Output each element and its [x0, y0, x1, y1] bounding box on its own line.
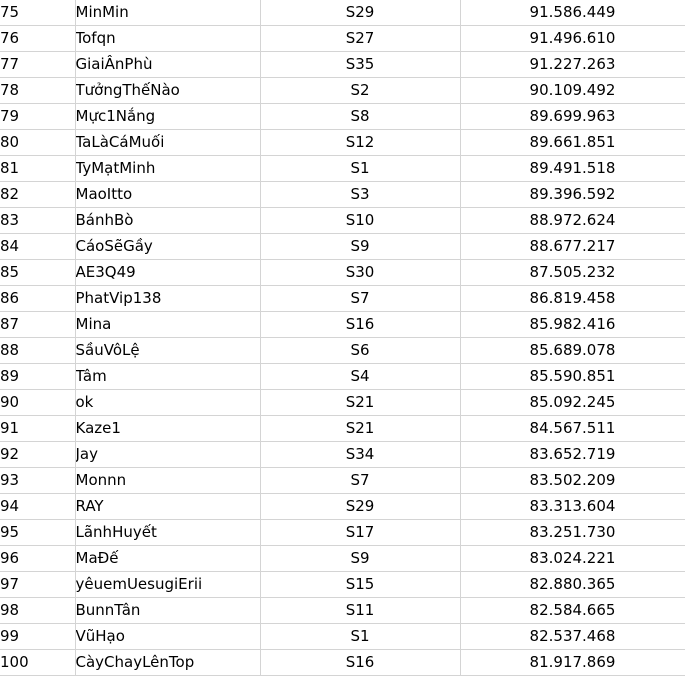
score-cell[interactable]: 90.109.492	[460, 78, 685, 104]
rank-cell[interactable]: 95	[0, 520, 75, 546]
server-cell[interactable]: S4	[260, 364, 460, 390]
player-name-cell[interactable]: yêuemUesugiErii	[75, 572, 260, 598]
player-name-cell[interactable]: PhatVip138	[75, 286, 260, 312]
table-row	[0, 364, 685, 390]
score-cell[interactable]: 85.590.851	[460, 364, 685, 390]
score-cell[interactable]: 82.880.365	[460, 572, 685, 598]
server-cell[interactable]: S12	[260, 130, 460, 156]
rank-cell[interactable]: 79	[0, 104, 75, 130]
player-name-cell[interactable]: GiaiÂnPhù	[75, 52, 260, 78]
rank-cell[interactable]: 81	[0, 156, 75, 182]
player-name-cell[interactable]: RAY	[75, 494, 260, 520]
table-row	[0, 494, 685, 520]
rank-cell[interactable]: 76	[0, 26, 75, 52]
player-name-cell[interactable]: TưởngThếNào	[75, 78, 260, 104]
score-cell[interactable]: 85.689.078	[460, 338, 685, 364]
rank-cell[interactable]: 96	[0, 546, 75, 572]
score-cell[interactable]: 91.586.449	[460, 0, 685, 26]
player-name-cell[interactable]: TyMạtMinh	[75, 156, 260, 182]
rank-cell[interactable]: 90	[0, 390, 75, 416]
rank-cell[interactable]: 80	[0, 130, 75, 156]
rank-cell[interactable]: 85	[0, 260, 75, 286]
table-row	[0, 442, 685, 468]
rank-cell[interactable]: 99	[0, 624, 75, 650]
rank-cell[interactable]: 82	[0, 182, 75, 208]
rank-cell[interactable]: 88	[0, 338, 75, 364]
server-cell[interactable]: S30	[260, 260, 460, 286]
score-cell[interactable]: 83.313.604	[460, 494, 685, 520]
table-row	[0, 286, 685, 312]
server-cell[interactable]: S16	[260, 312, 460, 338]
table-row	[0, 182, 685, 208]
player-name-cell[interactable]: BunnTân	[75, 598, 260, 624]
table-row	[0, 338, 685, 364]
rank-cell[interactable]: 77	[0, 52, 75, 78]
table-row	[0, 520, 685, 546]
table-row	[0, 468, 685, 494]
player-name-cell[interactable]: LãnhHuyết	[75, 520, 260, 546]
player-name-cell[interactable]: CàyChayLênTop	[75, 650, 260, 676]
rank-cell[interactable]: 84	[0, 234, 75, 260]
score-cell[interactable]: 83.652.719	[460, 442, 685, 468]
player-name-cell[interactable]: TaLàCáMuối	[75, 130, 260, 156]
rank-cell[interactable]: 94	[0, 494, 75, 520]
player-name-cell[interactable]: Mina	[75, 312, 260, 338]
server-cell[interactable]: S2	[260, 78, 460, 104]
score-cell[interactable]: 83.502.209	[460, 468, 685, 494]
table-row	[0, 78, 685, 104]
rank-cell[interactable]: 98	[0, 598, 75, 624]
rank-cell[interactable]: 83	[0, 208, 75, 234]
table-row	[0, 52, 685, 78]
rank-cell[interactable]: 78	[0, 78, 75, 104]
server-cell[interactable]: S1	[260, 156, 460, 182]
server-cell[interactable]: S17	[260, 520, 460, 546]
table-row	[0, 0, 685, 26]
player-name-cell[interactable]: MaĐế	[75, 546, 260, 572]
table-row	[0, 156, 685, 182]
score-cell[interactable]: 85.092.245	[460, 390, 685, 416]
player-name-cell[interactable]: SầuVôLệ	[75, 338, 260, 364]
server-cell[interactable]: S7	[260, 468, 460, 494]
rank-cell[interactable]: 75	[0, 0, 75, 26]
table-row	[0, 260, 685, 286]
table-row	[0, 416, 685, 442]
server-cell[interactable]: S29	[260, 0, 460, 26]
rank-cell[interactable]: 87	[0, 312, 75, 338]
table-row	[0, 572, 685, 598]
table-row	[0, 26, 685, 52]
server-cell[interactable]: S9	[260, 234, 460, 260]
score-cell[interactable]: 88.677.217	[460, 234, 685, 260]
rank-cell[interactable]: 100	[0, 650, 75, 676]
table-row	[0, 546, 685, 572]
player-name-cell[interactable]: Tofqn	[75, 26, 260, 52]
table-row	[0, 624, 685, 650]
rank-cell[interactable]: 89	[0, 364, 75, 390]
score-cell[interactable]: 86.819.458	[460, 286, 685, 312]
table-row	[0, 650, 685, 676]
server-cell[interactable]: S29	[260, 494, 460, 520]
server-cell[interactable]: S35	[260, 52, 460, 78]
server-cell[interactable]: S6	[260, 338, 460, 364]
score-cell[interactable]: 89.491.518	[460, 156, 685, 182]
player-name-cell[interactable]: AE3Q49	[75, 260, 260, 286]
server-cell[interactable]: S15	[260, 572, 460, 598]
score-cell[interactable]: 82.584.665	[460, 598, 685, 624]
score-cell[interactable]: 82.537.468	[460, 624, 685, 650]
player-name-cell[interactable]: MinMin	[75, 0, 260, 26]
player-name-cell[interactable]: CáoSẽGầy	[75, 234, 260, 260]
server-cell[interactable]: S16	[260, 650, 460, 676]
server-cell[interactable]: S3	[260, 182, 460, 208]
player-name-cell[interactable]: MaoItto	[75, 182, 260, 208]
table-row	[0, 234, 685, 260]
score-cell[interactable]: 84.567.511	[460, 416, 685, 442]
rank-cell[interactable]: 93	[0, 468, 75, 494]
player-name-cell[interactable]: Monnn	[75, 468, 260, 494]
score-cell[interactable]: 89.396.592	[460, 182, 685, 208]
rank-cell[interactable]: 86	[0, 286, 75, 312]
table-row	[0, 130, 685, 156]
server-cell[interactable]: S11	[260, 598, 460, 624]
player-name-cell[interactable]: Jay	[75, 442, 260, 468]
table-row	[0, 390, 685, 416]
player-name-cell[interactable]: Kaze1	[75, 416, 260, 442]
table-row	[0, 312, 685, 338]
score-cell[interactable]: 91.496.610	[460, 26, 685, 52]
score-cell[interactable]: 87.505.232	[460, 260, 685, 286]
server-cell[interactable]: S7	[260, 286, 460, 312]
server-cell[interactable]: S27	[260, 26, 460, 52]
score-cell[interactable]: 85.982.416	[460, 312, 685, 338]
score-cell[interactable]: 89.661.851	[460, 130, 685, 156]
score-cell[interactable]: 83.024.221	[460, 546, 685, 572]
server-cell[interactable]: S10	[260, 208, 460, 234]
player-name-cell[interactable]: Mực1Nắng	[75, 104, 260, 130]
rank-cell[interactable]: 92	[0, 442, 75, 468]
server-cell[interactable]: S21	[260, 416, 460, 442]
server-cell[interactable]: S21	[260, 390, 460, 416]
player-name-cell[interactable]: ok	[75, 390, 260, 416]
server-cell[interactable]: S9	[260, 546, 460, 572]
table-row	[0, 208, 685, 234]
score-cell[interactable]: 81.917.869	[460, 650, 685, 676]
table-row	[0, 104, 685, 130]
score-cell[interactable]: 83.251.730	[460, 520, 685, 546]
score-cell[interactable]: 91.227.263	[460, 52, 685, 78]
player-name-cell[interactable]: BánhBò	[75, 208, 260, 234]
score-cell[interactable]: 89.699.963	[460, 104, 685, 130]
table-row	[0, 598, 685, 624]
player-name-cell[interactable]: VũHạo	[75, 624, 260, 650]
rank-cell[interactable]: 91	[0, 416, 75, 442]
rank-cell[interactable]: 97	[0, 572, 75, 598]
server-cell[interactable]: S8	[260, 104, 460, 130]
server-cell[interactable]: S1	[260, 624, 460, 650]
server-cell[interactable]: S34	[260, 442, 460, 468]
score-cell[interactable]: 88.972.624	[460, 208, 685, 234]
player-name-cell[interactable]: Tâm	[75, 364, 260, 390]
